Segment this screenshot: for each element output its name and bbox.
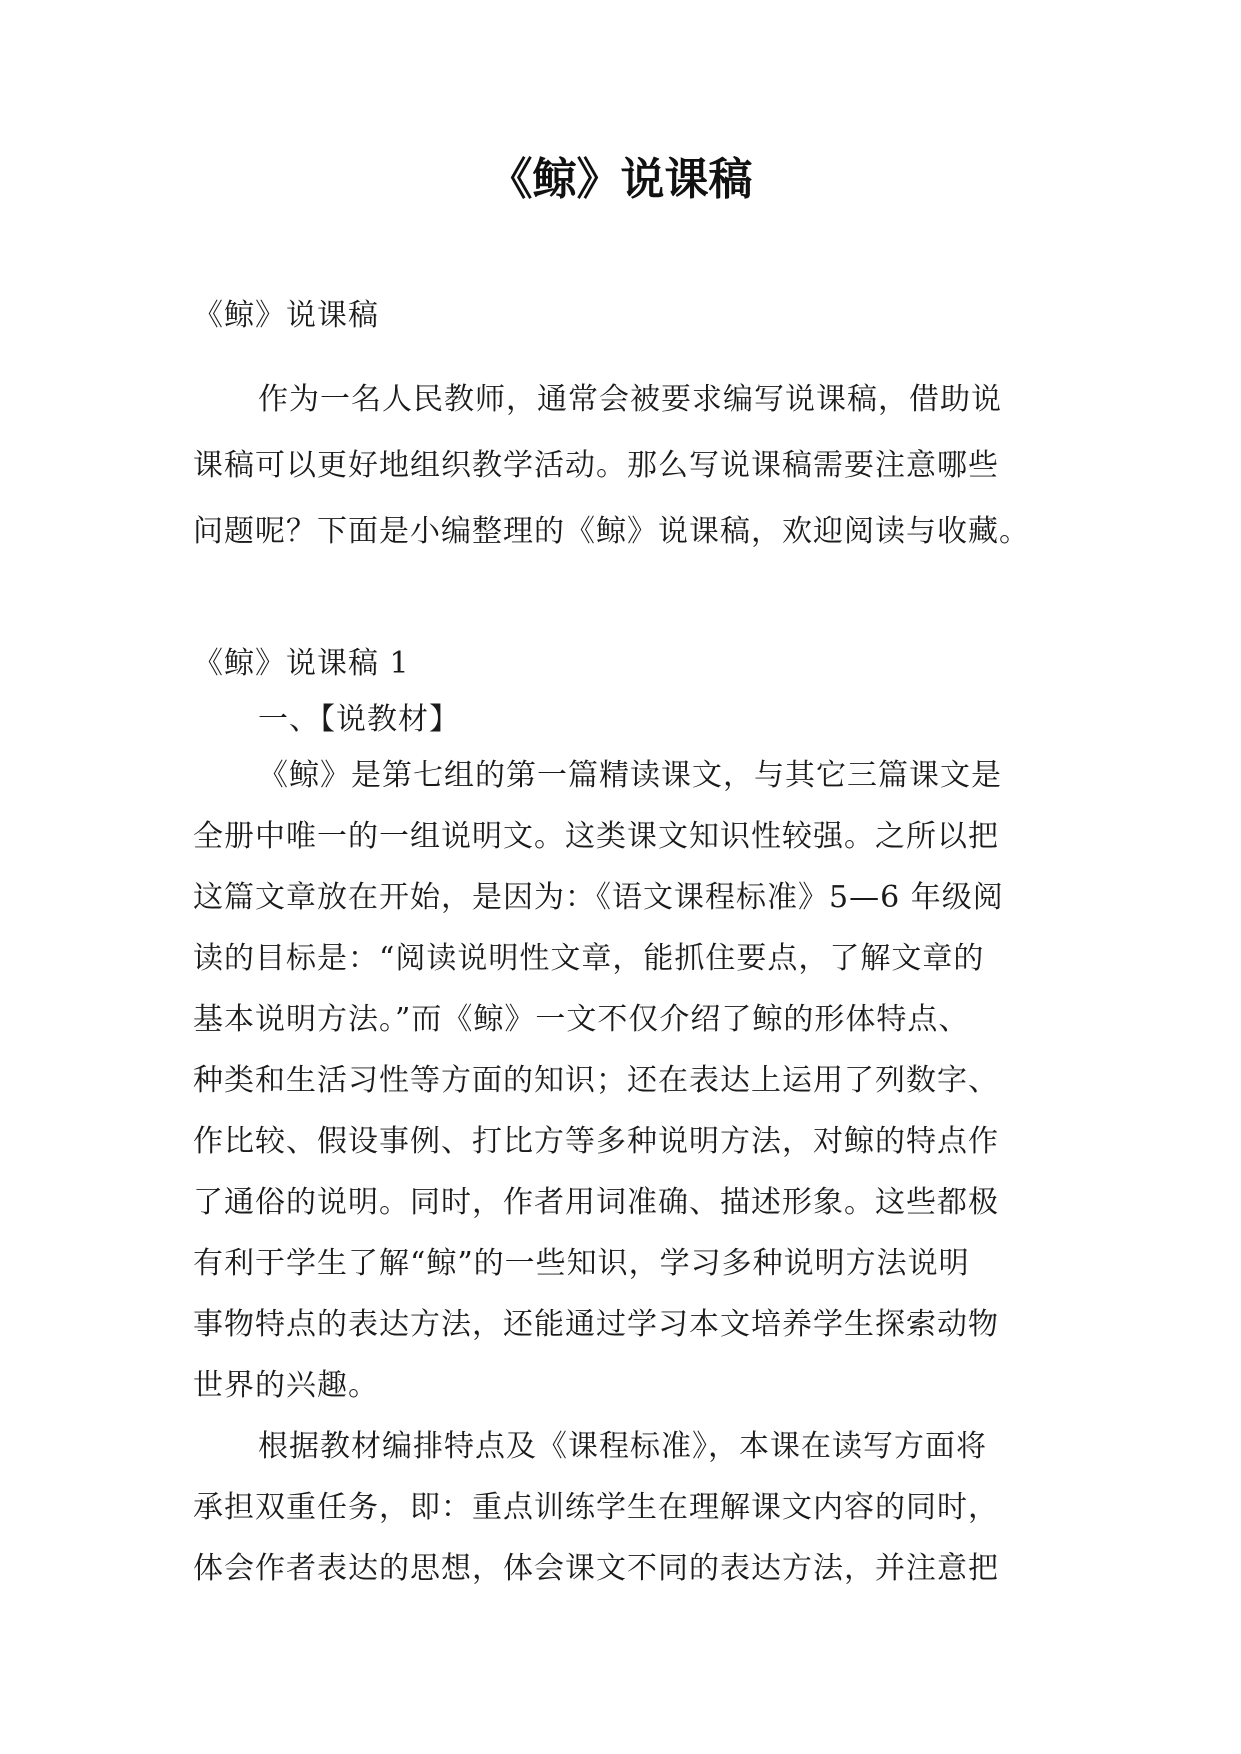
section-heading: 《鲸》说课稿 1 bbox=[193, 646, 410, 681]
paragraph1-line-1: 《鲸》是第七组的第一篇精读课文，与其它三篇课文是 bbox=[258, 758, 1002, 793]
paragraph2-line-2: 承担双重任务，即：重点训练学生在理解课文内容的同时， bbox=[193, 1490, 999, 1525]
paragraph1-line-7: 作比较、假设事例、打比方等多种说明方法，对鲸的特点作 bbox=[193, 1124, 999, 1159]
paragraph2-line-3: 体会作者表达的思想，体会课文不同的表达方法，并注意把 bbox=[193, 1551, 999, 1586]
paragraph1-line-11: 世界的兴趣。 bbox=[193, 1368, 379, 1403]
paragraph1-line-2: 全册中唯一的一组说明文。这类课文知识性较强。之所以把 bbox=[193, 819, 999, 854]
intro-line-3: 问题呢？下面是小编整理的《鲸》说课稿，欢迎阅读与收藏。 bbox=[193, 514, 1030, 549]
paragraph1-line-9: 有利于学生了解“鲸”的一些知识，学习多种说明方法说明 bbox=[193, 1246, 970, 1281]
paragraph1-line-3: 这篇文章放在开始，是因为：《语文课程标准》5—6 年级阅 bbox=[193, 880, 1004, 915]
document-title: 《鲸》说课稿 bbox=[488, 154, 753, 205]
part-heading: 一、【说教材】 bbox=[258, 702, 460, 737]
intro-line-2: 课稿可以更好地组织教学活动。那么写说课稿需要注意哪些 bbox=[193, 448, 999, 483]
paragraph1-line-8: 了通俗的说明。同时，作者用词准确、描述形象。这些都极 bbox=[193, 1185, 999, 1220]
paragraph1-line-6: 种类和生活习性等方面的知识；还在表达上运用了列数字、 bbox=[193, 1063, 999, 1098]
paragraph1-line-5: 基本说明方法。”而《鲸》一文不仅介绍了鲸的形体特点、 bbox=[193, 1002, 970, 1037]
paragraph1-line-4: 读的目标是：“阅读说明性文章，能抓住要点，了解文章的 bbox=[193, 941, 985, 976]
intro-line-1: 作为一名人民教师，通常会被要求编写说课稿，借助说 bbox=[258, 382, 1002, 417]
paragraph2-line-1: 根据教材编排特点及《课程标准》，本课在读写方面将 bbox=[258, 1429, 987, 1464]
document-subtitle: 《鲸》说课稿 bbox=[193, 298, 379, 333]
paragraph1-line-10: 事物特点的表达方法，还能通过学习本文培养学生探索动物 bbox=[193, 1307, 999, 1342]
